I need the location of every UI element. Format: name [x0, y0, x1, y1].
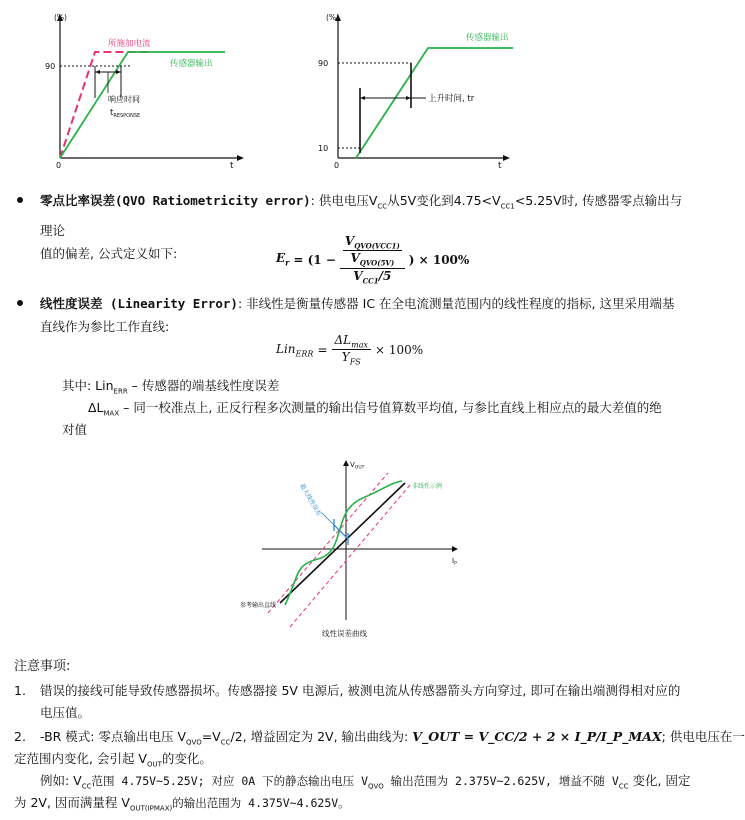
note-2-line3-a: 例如: V [40, 773, 82, 788]
formula1-tail: ) × 100% [408, 252, 470, 267]
note-2-line3: 例如: $V_{CC}$范围 4.75V~5.25V; 对应 0A 下的静态输出电压 $V_{QVO}$ 输出范围为 2.375V~2.625V, 增益不随 $V_{CC}$ 变化, 固定 [40, 773, 691, 791]
y-unit-label: (%) [54, 13, 67, 22]
rise-time-figure [308, 8, 523, 178]
where-line1-sub: ERR [113, 387, 128, 396]
linearity-title: 线性度误差 (Linearity Error) [40, 296, 238, 311]
formula2-eq: = [317, 342, 328, 357]
bullet-linearity-text [40, 292, 690, 338]
formula1-eq: = (1 − [293, 252, 336, 267]
applied-current-label: 所施加电流 [108, 39, 151, 49]
bullet-dot [17, 300, 23, 306]
note-2-line1-c: /2, 增益固定为 2V, 输出曲线为: [230, 729, 409, 744]
vout-formula: V_OUT = V_CC/2 + 2 × I_P/I_P_MAX [412, 729, 662, 744]
note-2-line3-b: 范围 4.75V~5.25V; 对应 0A 下的静态输出电压 V [91, 774, 369, 788]
formula1-den: $V_{CC1}/5$ [353, 268, 392, 286]
note-2-line1-b: =V [201, 729, 221, 744]
x-axis-label: t [498, 161, 502, 171]
ratiometric-line2: 值的偏差, 公式定义如下: [40, 245, 178, 261]
y-tick-90: 90 [45, 62, 56, 71]
vcc1-sub: CC1 [500, 202, 515, 211]
note-2-sub-cc: CC [220, 738, 231, 747]
where-line2-a: ΔL [88, 400, 104, 415]
sensor-output-label: 传感器输出 [170, 59, 213, 69]
formula1-inner-num: $V_{QVO(VCC1)}$ [344, 234, 400, 251]
y-axis-label: $V_{OUT}$ [350, 461, 365, 471]
formula2-num: $\Delta L_{max}$ [332, 333, 372, 350]
note-2-line2-b: 的变化。 [161, 751, 212, 766]
y-tick-10: 10 [318, 144, 329, 153]
y-unit-label: (%) [326, 13, 339, 22]
formula1-fraction [340, 234, 405, 285]
formula2-den: $Y_{FS}$ [341, 350, 361, 367]
linearity-text: : 非线性是衡量传感器 IC 在全电流测量范围内的线性程度的指标, 这里采用端基 [237, 296, 675, 311]
origin-label: 0 [56, 161, 62, 170]
where-line1-a: 其中: Lin [62, 378, 114, 393]
x-axis-arrow [237, 155, 244, 161]
where-line3: 对值 [62, 422, 88, 437]
applied-current-line [60, 52, 150, 158]
max-error-leader [322, 513, 334, 525]
note-2-sub-ipmax: OUT(IPMAX) [129, 804, 173, 813]
response-arrow-right [116, 70, 121, 74]
note-2-line4-b: 的输出范围为 4.375V~4.625V。 [172, 796, 350, 810]
x-axis-arrow [452, 546, 458, 552]
note-2-sub-qvo: QVO [186, 738, 202, 747]
note-2-line1-a: -BR 模式: 零点输出电压 V [40, 729, 187, 744]
ratiometric-text-a: : 供电电压V [310, 193, 378, 208]
response-time-figure [40, 8, 250, 178]
note-2-line3-c: 输出范围为 2.375V~2.625V, 增益不随 V [383, 774, 619, 788]
formula2-fraction [332, 333, 372, 367]
vcc-sub: CC [377, 202, 388, 211]
where-clause-delta [88, 397, 693, 425]
formula2-lhs: Lin$_{ERR}$ [276, 341, 314, 359]
where-line2-b: – 同一校准点上, 正反行程多次测量的输出信号值算数平均值, 与参比直线上相应点的最大差值的绝 [119, 400, 662, 415]
ratiometric-title: 零点比率误差(QVO Ratiometricity error) [40, 193, 311, 208]
note-2-line4-a: 为 2V, 因而满量程 V [14, 795, 130, 810]
note-2-number: 2. [14, 729, 26, 744]
note-2-line2-a: 定范围内变化, 会引起 V [14, 751, 147, 766]
nonlinear-example-label: 非线性示例 [412, 483, 443, 490]
y-axis-arrow [343, 460, 349, 466]
note-1-number: 1. [14, 683, 26, 698]
linearity-line2: 直线作为参比工作直线: [40, 319, 170, 334]
x-axis-label: t [230, 161, 234, 171]
where-clause-tail [62, 419, 87, 441]
reference-line-label: 参考输出直线 [240, 602, 277, 609]
ratiometric-formula [276, 234, 469, 285]
formula2-tail: × 100% [375, 342, 424, 357]
note-2-line3-d: 变化, 固定 [628, 773, 691, 788]
response-arrow-left [95, 70, 100, 74]
rise-time-label: 上升时间, tr [428, 94, 475, 104]
formula1-lhs: $E_r$ [276, 251, 290, 268]
reference-line [280, 483, 405, 603]
x-axis-arrow [503, 155, 510, 161]
notes-title: 注意事项: [14, 659, 71, 674]
note-2-line1-d: ; 供电电压在一 [661, 729, 745, 744]
y-tick-90: 90 [318, 59, 329, 68]
bullet-dot [17, 197, 23, 203]
formula1-inner-den: $V_{QVO(5V)}$ [350, 251, 395, 268]
linearity-formula [276, 333, 423, 367]
x-axis-label: $I_P$ [452, 557, 457, 567]
note-2-sub-out: OUT [146, 760, 162, 769]
linearity-error-figure [230, 455, 480, 640]
where-line1-b: – 传感器的端基线性度误差 [127, 378, 280, 393]
sensor-output-label: 传感器输出 [466, 33, 509, 43]
note-2-line4 [14, 792, 350, 820]
response-time-label: 响应时间 [108, 95, 140, 104]
ratiometric-text-c: <5.25V时, 传感器零点输出与理论 [40, 193, 683, 238]
ratiometric-text-b: 从5V变化到4.75<V [387, 193, 501, 208]
max-linearity-error-label: 最大线性误差 [298, 482, 323, 518]
where-line2-sub: MAX [103, 409, 120, 418]
figure-caption: 线性误差曲线 [322, 629, 367, 638]
note-1-line1: 错误的接线可能导致传感器损坏。传感器接 5V 电源后, 被测电流从传感器箭头方向穿过, 即可在输出端测得相对应的 [40, 683, 681, 698]
t-response-label: $t_{RESPONSE}$ [110, 108, 141, 119]
note-1-line2: 电压值。 [40, 705, 91, 720]
origin-label: 0 [334, 161, 340, 170]
